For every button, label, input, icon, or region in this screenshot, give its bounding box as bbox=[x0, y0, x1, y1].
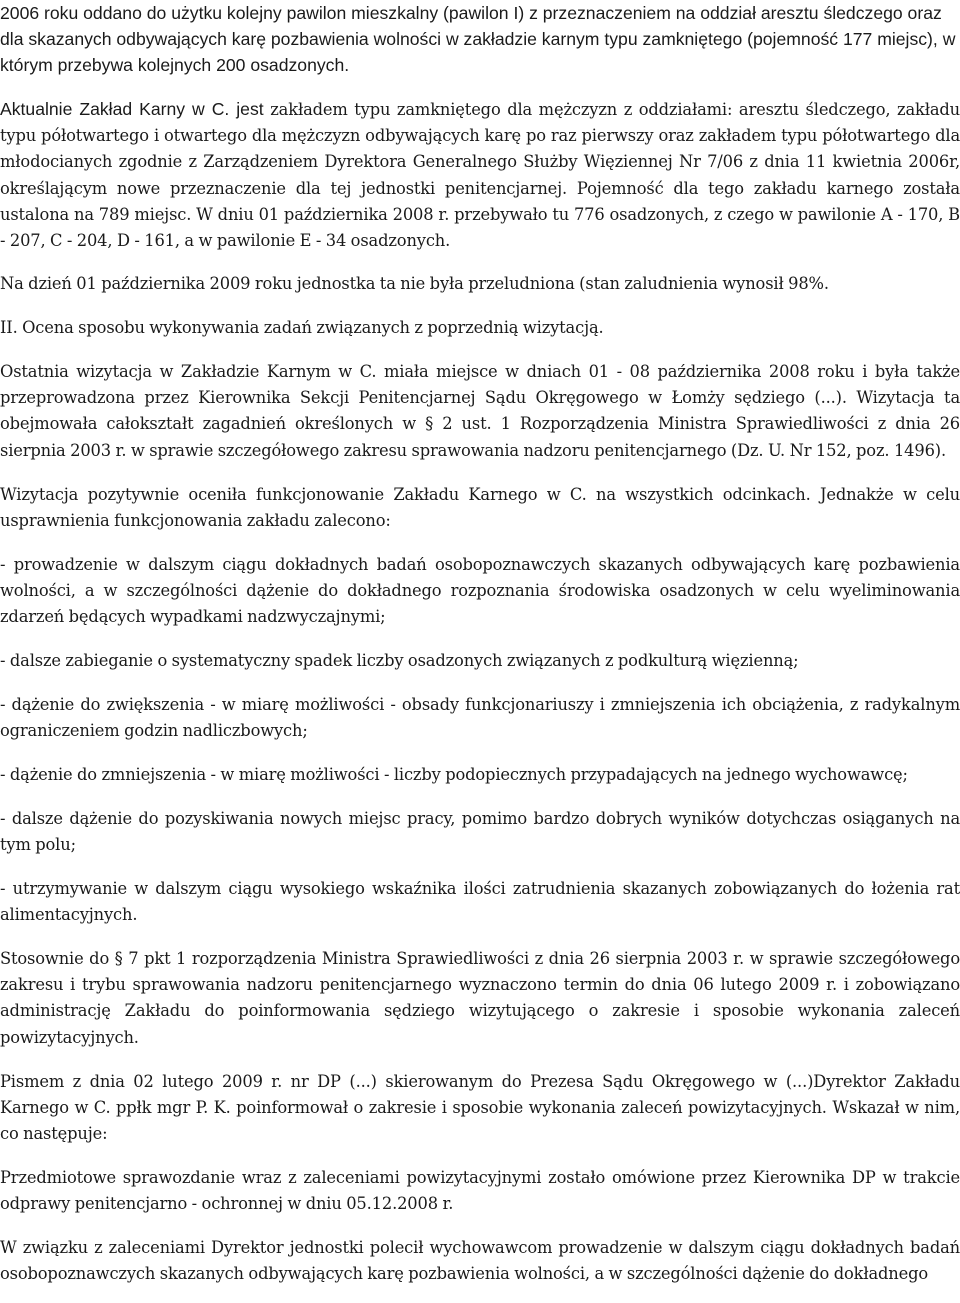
paragraph-current-status bbox=[0, 96, 960, 253]
spacer bbox=[0, 534, 960, 552]
paragraph-last-visit: Ostatnia wizytacja w Zakładzie Karnym w C. miała miejsce w dniach 01 - 08 października 2008 roku i była także przeprowadzona przez Kierownika Sekcji Penitencjarnej Sądu Okręgowego w Łomży sędziego (...). Wizytacja ta obejmowała całokształt zagadnień określonych w § 2 ust. 1 Rozporządzenia Ministra Sprawiedliwości z dnia 26 sierpnia 2003 r. w sprawie szczegółowego zakresu sprawowania nadzoru penitencjarnego (Dz. U. Nr 152, poz. 1496). bbox=[0, 362, 960, 460]
spacer bbox=[0, 341, 960, 359]
spacer bbox=[0, 674, 960, 692]
paragraph-positive-assessment: Wizytacja pozytywnie oceniła funkcjonowanie Zakładu Karnego w C. na wszystkich odcinkach. Jednakże w celu usprawnienia funkcjonowania zakładu zalecono: bbox=[0, 485, 960, 531]
spacer bbox=[0, 1147, 960, 1165]
current-status-body: zakładem typu zamkniętego dla mężczyzn z oddziałami: aresztu śledczego, zakładu typu półotwartego i otwartego dla mężczyzn odbywających karę po raz pierwszy oraz zakładem typu półotwartego dla młodocianych zgodnie z Zarządzeniem Dyrektora Generalnego Służby Więziennej Nr 7/06 z dnia 11 kwietnia 2006r, określającym nowe przeznaczenie dla tej jednostki penitencjarnej. Pojemność dla tego zakładu karnego została ustalona na 789 miejsc. W dniu 01 października 2008 r. przebywało tu 776 osadzonych, z czego w pawilonie A - 170, B - 207, C - 204, D - 161, a w pawilonie E - 34 osadzonych. bbox=[0, 100, 960, 251]
recommendation-item: - utrzymywanie w dalszym ciągu wysokiego wskaźnika ilości zatrudnienia skazanych zobowiązanych do łożenia rat alimentacyjnych. bbox=[0, 879, 960, 925]
spacer bbox=[0, 858, 960, 876]
section-heading-ii: II. Ocena sposobu wykonywania zadań związanych z poprzednią wizytacją. bbox=[0, 318, 604, 337]
paragraph-pavilion-2006: 2006 roku oddano do użytku kolejny pawilon mieszkalny (pawilon I) z przeznaczeniem na oddział aresztu śledczego oraz dla skazanych odbywających karę pozbawienia wolności w zakładzie karnym typu zamkniętego (pojemność 177 miejsc), w którym przebywa kolejnych 200 osadzonych. bbox=[0, 3, 956, 76]
spacer bbox=[0, 744, 960, 762]
spacer bbox=[0, 630, 960, 648]
spacer bbox=[0, 788, 960, 806]
spacer bbox=[0, 297, 960, 315]
paragraph-overcrowding: Na dzień 01 października 2009 roku jednostka ta nie była przeludniona (stan zaludnienia wynosił 98%. bbox=[0, 274, 829, 293]
spacer bbox=[0, 253, 960, 271]
recommendation-item: - dążenie do zmniejszenia - w miarę możliwości - liczby podopiecznych przypadających na jednego wychowawcę; bbox=[0, 765, 908, 784]
paragraph-letter: Pismem z dnia 02 lutego 2009 r. nr DP (...) skierowanym do Prezesa Sądu Okręgowego w (...)Dyrektor Zakładu Karnego w C. ppłk mgr P. K. poinformował o zakresie i sposobie wykonania zaleceń powizytacyjnych. Wskazał w nim, co następuje: bbox=[0, 1072, 960, 1144]
current-status-lead: Aktualnie Zakład Karny w C. jest bbox=[0, 99, 264, 119]
spacer bbox=[0, 1051, 960, 1069]
recommendation-item: - dążenie do zwiększenia - w miarę możliwości - obsady funkcjonariuszy i zmniejszenia ich obciążenia, z radykalnym ograniczeniem godzin nadliczbowych; bbox=[0, 695, 960, 741]
paragraph-director-recommended: W związku z zaleceniami Dyrektor jednostki polecił wychowawcom prowadzenie w dalszym ciągu dokładnych badań osobopoznawczych skazanych odbywających karę pozbawienia wolności, a w szczególności dążenie do dokładnego bbox=[0, 1238, 960, 1284]
paragraph-report-discussed: Przedmiotowe sprawozdanie wraz z zaleceniami powizytacyjnymi zostało omówione przez Kierownika DP w trakcie odprawy penitencjarno - ochronnej w dniu 05.12.2008 r. bbox=[0, 1168, 960, 1214]
spacer bbox=[0, 1217, 960, 1235]
spacer bbox=[0, 464, 960, 482]
spacer bbox=[0, 928, 960, 946]
recommendation-item: - prowadzenie w dalszym ciągu dokładnych badań osobopoznawczych skazanych odbywających karę pozbawienia wolności, a w szczególności dążenie do dokładnego rozpoznania środowiska osadzonych w celu wyeliminowania zdarzeń będących wypadkami nadzwyczajnymi; bbox=[0, 555, 960, 627]
spacer bbox=[0, 78, 960, 96]
recommendation-item: - dalsze zabieganie o systematyczny spadek liczby osadzonych związanych z podkulturą więzienną; bbox=[0, 651, 799, 670]
paragraph-deadline: Stosownie do § 7 pkt 1 rozporządzenia Ministra Sprawiedliwości z dnia 26 sierpnia 2003 r. w sprawie szczegółowego zakresu i trybu sprawowania nadzoru penitencjarnego wyznaczono termin do dnia 06 lutego 2009 r. i zobowiązano administrację Zakładu do poinformowania sędziego wizytującego o zakresie i sposobie wykonania zaleceń powizytacyjnych. bbox=[0, 949, 960, 1047]
recommendation-item: - dalsze dążenie do pozyskiwania nowych miejsc pracy, pomimo bardzo dobrych wyników dotychczas osiąganych na tym polu; bbox=[0, 809, 960, 855]
